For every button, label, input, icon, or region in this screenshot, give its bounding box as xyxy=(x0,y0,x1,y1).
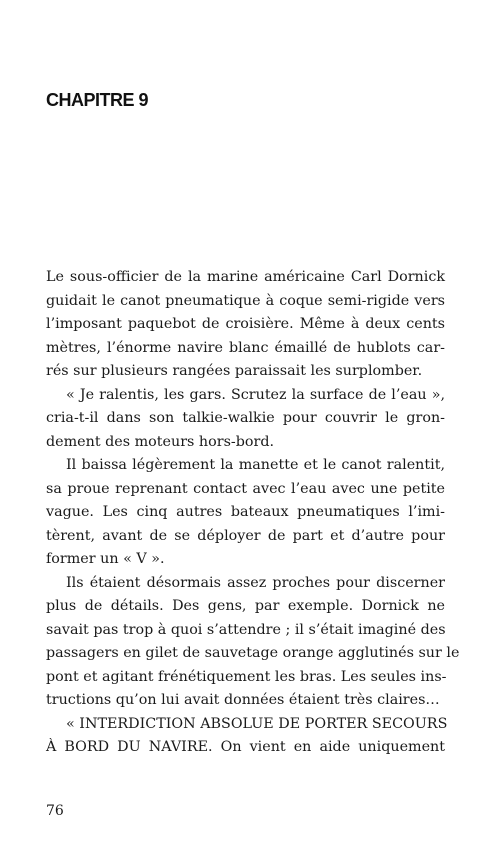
body-text xyxy=(46,266,460,760)
chapter-title: CHAPITRE 9 xyxy=(46,90,149,110)
text-line: mètres, l’énorme navire blanc émaillé de hublots car- xyxy=(46,339,445,356)
text-line: tèrent, avant de se déployer de part et d’autre pour xyxy=(46,527,445,544)
text-line: vague. Les cinq autres bateaux pneumatiques l’imi- xyxy=(46,504,445,520)
text-line: rés sur plusieurs rangées paraissait les surplomber. xyxy=(46,363,423,379)
text-line: Il baissa légèrement la manette et le canot ralentit, xyxy=(66,457,445,473)
text-line: passagers en gilet de sauvetage orange agglutinés sur le xyxy=(46,645,460,661)
text-line: savait pas trop à quoi s’attendre ; il s’était imaginé des xyxy=(46,621,446,638)
text-line: cria-t-il dans son talkie-walkie pour couvrir le gron- xyxy=(46,410,445,426)
text-line: Le sous-officier de la marine américaine Carl Dornick xyxy=(46,269,445,285)
text-line: former un « V ». xyxy=(46,551,165,567)
text-line: « INTERDICTION ABSOLUE DE PORTER SECOURS xyxy=(66,715,448,732)
text-line: Ils étaient désormais assez proches pour discerner xyxy=(66,574,445,591)
text-line: sa proue reprenant contact avec l’eau avec une petite xyxy=(46,480,445,497)
text-line: tructions qu’on lui avait données étaient très claires… xyxy=(46,692,440,708)
text-line: plus de détails. Des gens, par exemple. Dornick ne xyxy=(46,598,445,614)
text-line: guidait le canot pneumatique à coque semi-rigide vers xyxy=(46,292,445,309)
text-line: dement des moteurs hors-bord. xyxy=(46,433,275,450)
text-line: « Je ralentis, les gars. Scrutez la surface de l’eau », xyxy=(66,386,445,403)
text-line: À BORD DU NAVIRE. On vient en aide uniquement xyxy=(46,739,445,755)
text-line: l’imposant paquebot de croisière. Même à deux cents xyxy=(46,316,445,332)
text-line: pont et agitant frénétiquement les bras. Les seules ins- xyxy=(46,668,447,685)
page-number: 76 xyxy=(46,803,64,819)
